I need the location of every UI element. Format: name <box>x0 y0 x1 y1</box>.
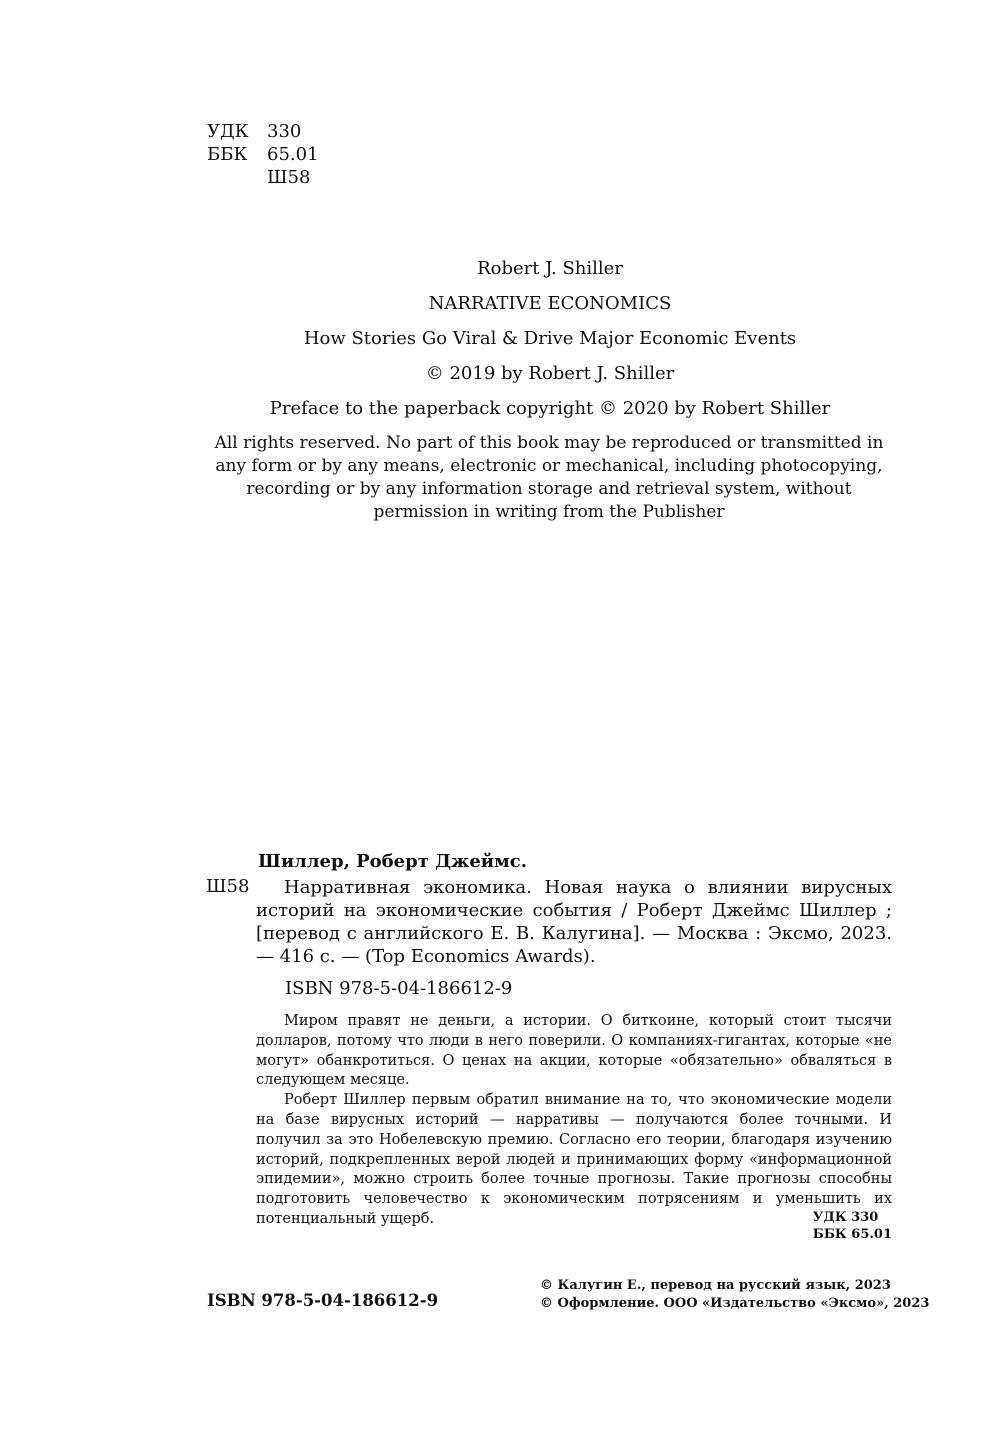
rights-notice: All rights reserved. No part of this book may be reproduced or transmitted in any form or by any means, electronic or mechanical, including photocopying, recording or by any information storage and retrieval system, without permission in writing from the Publisher <box>214 433 884 522</box>
udk-right: УДК 330 <box>812 1210 879 1225</box>
annotation <box>256 1012 892 1230</box>
catalog-code: Ш58 <box>206 876 250 897</box>
bbk-label: ББК <box>207 144 248 165</box>
footer-isbn: ISBN 978-5-04-186612-9 <box>207 1291 439 1310</box>
bbk-right: ББК 65.01 <box>812 1227 892 1242</box>
footer-copyrights <box>540 1277 929 1313</box>
catalog-isbn: ISBN 978-5-04-186612-9 <box>285 978 513 999</box>
annotation-paragraph-2: Роберт Шиллер первым обратил внимание на то, что экономические модели на базе вирусных историй — нарративы — получаются более точными. И получил за это Нобелевскую премию. Согласно его теории, благодаря изучению историй, подкрепленных верой людей и принимающих форму «информационной эпидемии», можно строить более точные прогнозы. Такие прогнозы способны подготовить человечество к экономическим потрясениям и уменьшить их потенциальный ущерб. <box>256 1092 892 1227</box>
preface-copyright: Preface to the paperback copyright © 2020 by Robert Shiller <box>269 398 831 419</box>
catalog-codes-right <box>813 1209 892 1243</box>
catalog-description: Нарративная экономика. Новая наука о влиянии вирусных историй на экономические события / Роберт Джеймс Шиллер ; [перевод с английского Е. В. Калугина]. — Москва : Эксмо, 2023. — 416 с. — (Top Economics Awards). <box>256 877 892 967</box>
udk-value: 330 <box>267 121 302 142</box>
catalog-author-heading: Шиллер, Роберт Джеймс. <box>258 851 527 872</box>
udk-label: УДК <box>207 121 249 142</box>
copyright-translation: © Калугин Е., перевод на русский язык, 2023 <box>540 1278 891 1293</box>
original-title: NARRATIVE ECONOMICS <box>428 293 672 314</box>
annotation-paragraph-1: Миром правят не деньги, а истории. О биткоине, который стоит тысячи долларов, потому что люди в него поверили. О компаниях-гигантах, которые «не могут» обанкротиться. О ценах на акции, которые «обязательно» обваляться в следующем месяце. <box>256 1013 892 1089</box>
copyright-design: © Оформление. ООО «Издательство «Эксмо», 2023 <box>540 1296 930 1311</box>
original-subtitle: How Stories Go Viral & Drive Major Economic Events <box>303 328 797 349</box>
library-codes <box>207 120 319 189</box>
original-author: Robert J. Shiller <box>477 258 623 279</box>
author-mark: Ш58 <box>267 167 311 188</box>
bbk-value: 65.01 <box>267 144 319 165</box>
original-copyright: © 2019 by Robert J. Shiller <box>425 363 675 384</box>
